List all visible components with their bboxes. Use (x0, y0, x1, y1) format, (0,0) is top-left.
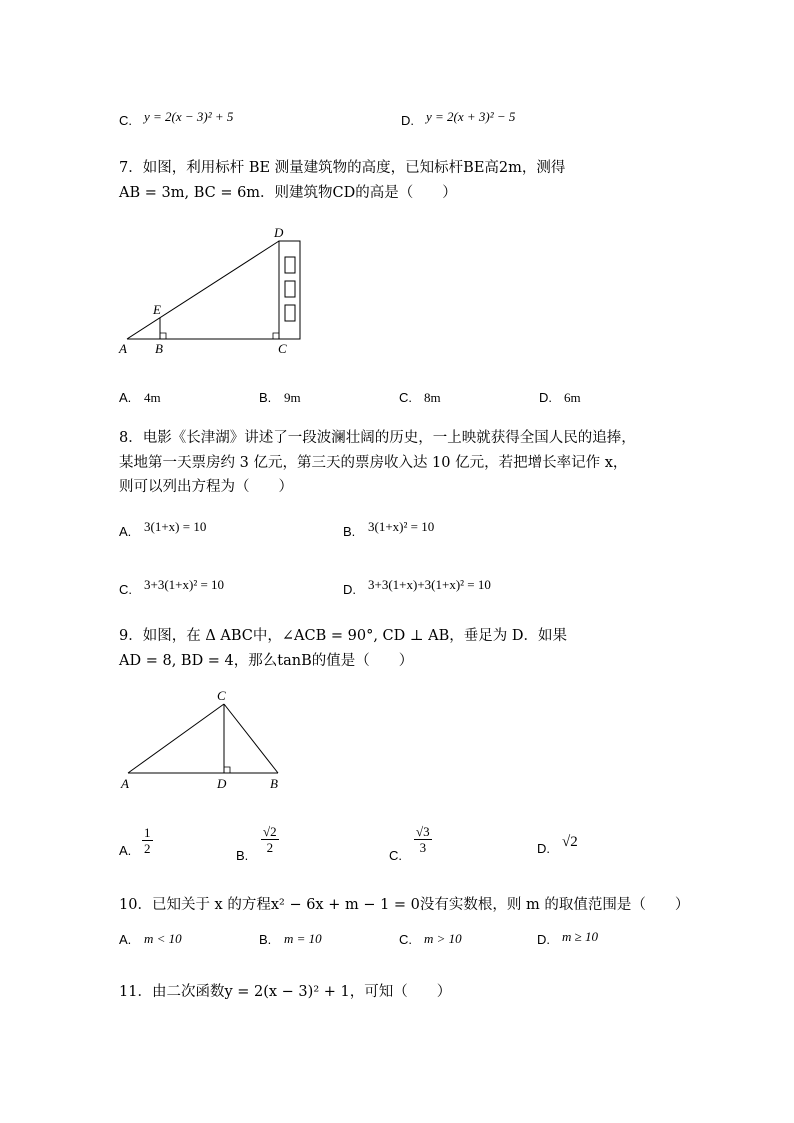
q7-figure (110, 222, 320, 358)
q9-option-a-fraction (142, 825, 153, 856)
q6-option-c-label: C. (119, 113, 132, 128)
q9-option-d-label: D. (537, 841, 550, 856)
q9-figure (110, 684, 300, 796)
q8-stem-line2: 某地第一天票房约 3 亿元，第三天的票房收入达 10 亿元，若把增长率记作 x， (119, 455, 628, 471)
q9-point-B: B (270, 776, 278, 791)
q11-stem-line1: 11．由二次函数y = 2(x − 3)² + 1，可知（ ） (119, 984, 452, 1000)
q10-stem-line1: 10．已知关于 x 的方程x² − 6x + m − 1 = 0没有实数根，则 m 的取值范围是（ ） (119, 897, 690, 913)
q9-point-C: C (217, 688, 226, 703)
q7-option-a-value: 4m (144, 390, 161, 405)
q7-stem-line2: AB = 3m, BC = 6m．则建筑物CD的高是（ ） (119, 185, 457, 201)
q9-option-c-denominator: 3 (419, 840, 427, 855)
q9-option-a-denominator: 2 (144, 841, 151, 856)
q9-option-c-label: C. (389, 848, 402, 863)
q7-point-E: E (153, 302, 161, 317)
q6-option-c-expr: y = 2(x − 3)² + 5 (144, 109, 234, 124)
q9-option-c-fraction (414, 824, 432, 855)
q9-option-b-numerator: √2 (263, 824, 277, 839)
q7-point-A: A (119, 341, 127, 356)
q7-option-c-label: C. (399, 390, 412, 405)
q7-point-B: B (155, 341, 163, 356)
q9-point-D: D (217, 776, 227, 791)
q7-option-a-label: A. (119, 390, 132, 405)
q9-option-d-value: √2 (562, 834, 578, 850)
q9-option-a-label: A. (119, 843, 132, 858)
q7-option-b-label: B. (259, 390, 272, 405)
q10-option-a-value: m < 10 (144, 931, 182, 946)
q8-stem-line1: 8．电影《长津湖》讲述了一段波澜壮阔的历史，一上映就获得全国人民的追捧， (119, 430, 636, 446)
q7-point-C: C (278, 341, 287, 356)
q8-option-c-label: C. (119, 582, 132, 597)
q9-stem-line1: 9．如图，在 Δ ABC中，∠ACB = 90°, CD ⊥ AB，垂足为 D．如果 (119, 628, 567, 644)
q7-point-D: D (274, 225, 284, 240)
q10-option-c-value: m > 10 (424, 931, 462, 946)
q10-option-b-value: m = 10 (284, 931, 322, 946)
q8-option-b-label: B. (343, 524, 356, 539)
q7-option-c-value: 8m (424, 390, 441, 405)
q8-option-d-label: D. (343, 582, 356, 597)
q8-option-c-value: 3+3(1+x)² = 10 (144, 577, 225, 592)
q10-option-c-label: C. (399, 932, 412, 947)
q7-option-d-value: 6m (564, 390, 581, 405)
q9-option-b-fraction (261, 824, 279, 855)
q7-option-d-label: D. (539, 390, 552, 405)
q9-option-b-denominator: 2 (266, 840, 274, 855)
q10-option-b-label: B. (259, 932, 272, 947)
q9-option-a-numerator: 1 (144, 825, 151, 840)
q8-option-a-value: 3(1+x) = 10 (144, 519, 207, 534)
q9-stem-line2: AD = 8, BD = 4，那么tanB的值是（ ） (119, 653, 414, 669)
q9-point-A: A (121, 776, 129, 791)
q9-option-b-label: B. (236, 848, 249, 863)
q8-option-b-value: 3(1+x)² = 10 (368, 519, 435, 534)
q6-option-d-label: D. (401, 113, 414, 128)
q7-option-b-value: 9m (284, 390, 301, 405)
q8-option-d-value: 3+3(1+x)+3(1+x)² = 10 (368, 577, 491, 592)
q9-option-c-numerator: √3 (416, 824, 430, 839)
q10-option-d-label: D. (537, 932, 550, 947)
q10-option-d-value: m ≥ 10 (562, 929, 599, 944)
q6-option-d-expr: y = 2(x + 3)² − 5 (426, 109, 516, 124)
q8-stem-line3: 则可以列出方程为（ ） (119, 479, 293, 495)
q10-option-a-label: A. (119, 932, 132, 947)
q7-stem-line1: 7．如图，利用标杆 BE 测量建筑物的高度，已知标杆BE高2m，测得 (119, 160, 566, 176)
q8-option-a-label: A. (119, 524, 132, 539)
